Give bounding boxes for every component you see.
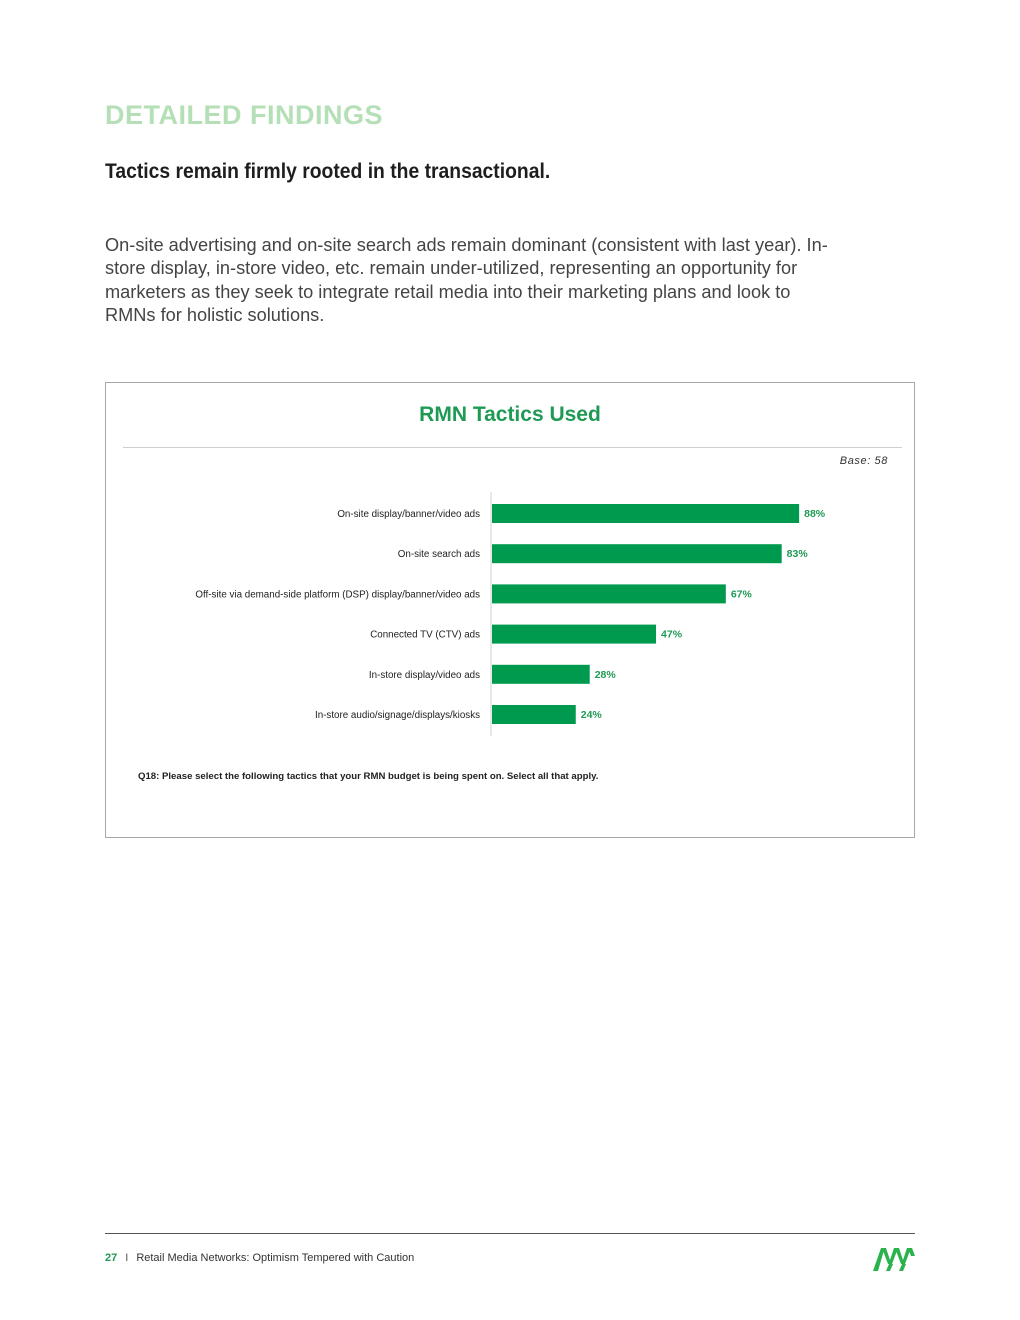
bar-chart bbox=[106, 383, 914, 837]
ana-logo bbox=[872, 1244, 916, 1272]
footer-divider bbox=[105, 1233, 915, 1234]
section-label: DETAILED FINDINGS bbox=[105, 100, 383, 130]
category-label: On-site search ads bbox=[397, 549, 480, 561]
bar bbox=[492, 625, 656, 644]
bar bbox=[492, 544, 782, 563]
value-label: 67% bbox=[730, 588, 752, 601]
category-label: On-site display/banner/video ads bbox=[337, 509, 480, 520]
base-note: Base: 58 bbox=[839, 455, 888, 467]
page-number: 27 bbox=[105, 1252, 118, 1264]
value-label: 24% bbox=[580, 709, 602, 721]
category-label: Off-site via demand-side platform (DSP) display/banner/video ads bbox=[195, 589, 480, 601]
headline: Tactics remain firmly rooted in the transactional. bbox=[105, 160, 551, 183]
category-label: Connected TV (CTV) ads bbox=[370, 629, 480, 641]
value-label: 47% bbox=[661, 628, 683, 641]
footer-separator: I bbox=[125, 1252, 129, 1264]
value-label: 83% bbox=[786, 548, 808, 561]
body-paragraph: On-site advertising and on-site search ads remain dominant (consistent with last year). In-store display, in-store video, etc. remain under-utilized, representing an opportunity for marketers as they seek to integrate retail media into their marketing plans and look to RMNs for holistic solutions. bbox=[105, 235, 828, 326]
category-label: In-store display/video ads bbox=[368, 669, 480, 681]
bar bbox=[492, 705, 576, 724]
value-label: 88% bbox=[804, 508, 826, 520]
bar bbox=[492, 665, 590, 684]
category-label: In-store audio/signage/displays/kiosks bbox=[314, 710, 480, 721]
bar bbox=[492, 504, 799, 523]
document-title: Retail Media Networks: Optimism Tempered with Caution bbox=[136, 1252, 415, 1264]
question-footnote: Q18: Please select the following tactics that your RMN budget is being spent on. Select all that apply. bbox=[138, 771, 599, 782]
chart-panel bbox=[105, 382, 915, 838]
value-label: 28% bbox=[594, 668, 616, 681]
footer bbox=[105, 1252, 414, 1264]
bar bbox=[492, 584, 726, 603]
chart-title: RMN Tactics Used bbox=[419, 403, 601, 426]
